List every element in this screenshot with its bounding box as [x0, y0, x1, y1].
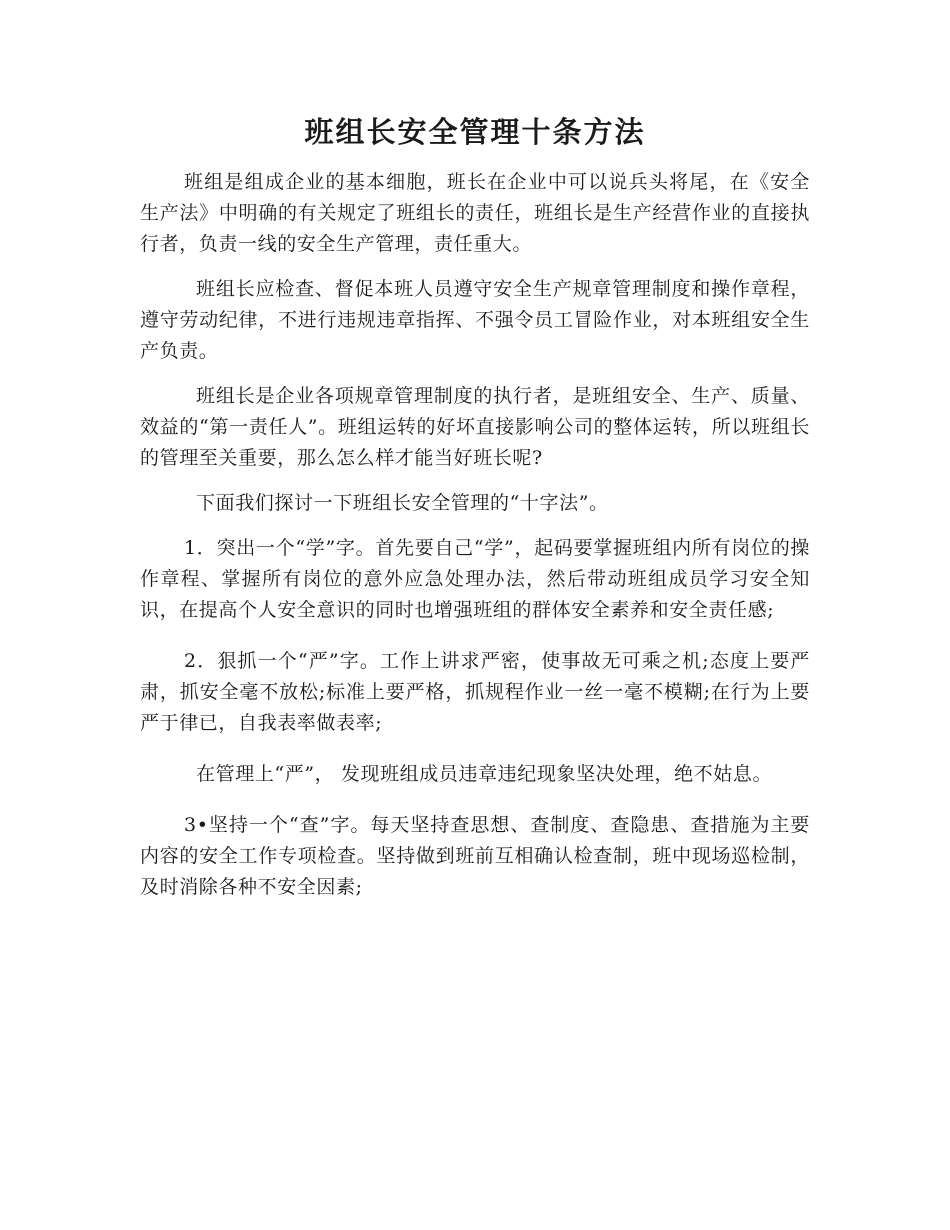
paragraph-duty: 班组长应检查、督促本班人员遵守安全生产规章管理制度和操作章程，遵守劳动纪律，不进行违规违章指挥、不强令员工冒险作业，对本班组安全生产负责。	[140, 278, 810, 362]
paragraph-intro: 班组是组成企业的基本细胞，班长在企业中可以说兵头将尾，在《安全生产法》中明确的有关规定了班组长的责任，班组长是生产经营作业的直接执行者，负责一线的安全生产管理，责任重大。	[140, 171, 810, 255]
paragraph-ten-method-intro: 下面我们探讨一下班组长安全管理的“十字法”。	[196, 492, 609, 514]
paragraph-item-3: 3•坚持一个“查”字。每天坚持查思想、查制度、查隐患、查措施为主要内容的安全工作专项检查。坚持做到班前互相确认检查制，班中现场巡检制，及时消除各种不安全因素;	[140, 814, 810, 898]
paragraph-item-2-continued: 在管理上“严”， 发现班组成员违章违纪现象坚决处理，绝不姑息。	[196, 763, 773, 785]
paragraph-item-1: 1．突出一个“学”字。首先要自己“学”，起码要掌握班组内所有岗位的操作章程、掌握所有岗位的意外应急处理办法，然后带动班组成员学习安全知识，在提高个人安全意识的同时也增强班组的群体安全素养和安全责任感;	[140, 537, 810, 621]
document-body	[140, 167, 810, 903]
paragraph-item-2: 2．狠抓一个“严”字。工作上讲求严密，使事故无可乘之机;态度上要严肃，抓安全毫不放松;标准上要严格，抓规程作业一丝一毫不模糊;在行为上要严于律已，自我表率做表率;	[140, 650, 810, 734]
paragraph-responsibility: 班组长是企业各项规章管理制度的执行者，是班组安全、生产、质量、效益的“第一责任人”。班组运转的好坏直接影响公司的整体运转，所以班组长的管理至关重要，那么怎么样才能当好班长呢?	[140, 385, 810, 469]
document-title: 班组长安全管理十条方法	[304, 115, 646, 149]
